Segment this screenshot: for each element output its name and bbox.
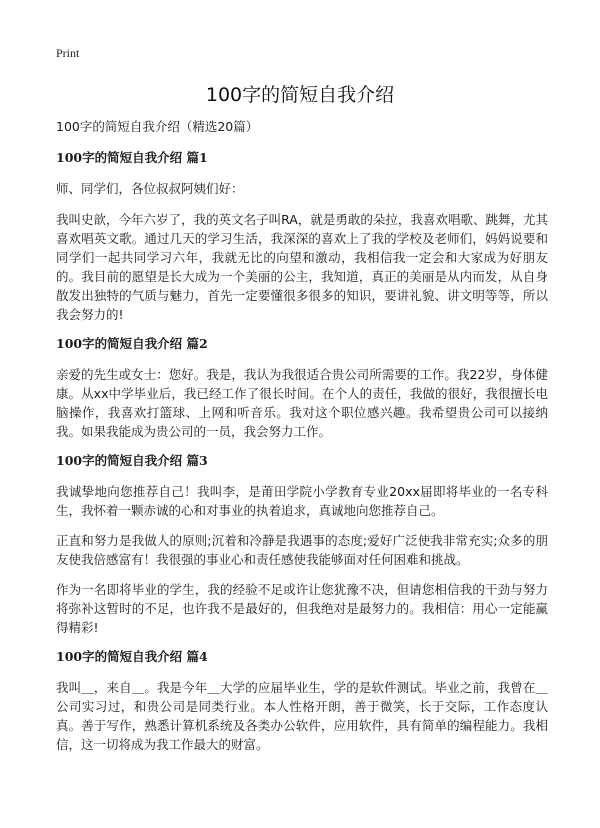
document-body — [56, 118, 548, 765]
section-3 — [56, 452, 548, 637]
paragraph: 亲爱的先生或女士：您好。我是，我认为我很适合贵公司所需要的工作。我22岁，身体健康。从xx中学毕业后，我已经工作了很长时间。在个人的责任，我做的很好，我很擅长电脑操作，我喜欢打篮球、上网和听音乐。我对这个职位感兴趣。我希望贵公司可以接纳我。如果我能成为贵公司的一员，我会努力工作。 — [56, 367, 548, 439]
print-link[interactable]: Print — [56, 46, 80, 60]
paragraph: 正直和努力是我做人的原则;沉着和冷静是我遇事的态度;爱好广泛使我非常充实;众多的朋友使我倍感富有！我很强的事业心和责任感使我能够面对任何困难和挑战。 — [56, 533, 548, 567]
paragraph: 作为一名即将毕业的学生，我的经验不足或许让您犹豫不决，但请您相信我的干劲与努力将弥补这暂时的不足，也许我不是最好的，但我绝对是最努力的。我相信：用心一定能赢得精彩! — [56, 582, 548, 635]
page-title: 100字的简短自我介绍 — [205, 84, 395, 106]
paragraph: 师、同学们，各位叔叔阿姨们好： — [56, 181, 244, 196]
paragraph: 我叫史歆，今年六岁了，我的英文名子叫RA，就是勇敢的朵拉，我喜欢唱歌、跳舞，尤其喜欢唱英文歌。通过几天的学习生活，我深深的喜欢上了我的学校及老师们，妈妈说要和同学们一起共同学习六年，我就无比的向望和激动，我相信我一定会和大家成为好朋友的。我目前的愿望是长大成为一个美丽的公主，我知道，真正的美丽是从内而发，从自身散发出独特的气质与魅力，首先一定要懂很多很多的知识，要讲礼貌、讲文明等等，所以我会努力的! — [56, 212, 548, 322]
section-heading: 100字的简短自我介绍 篇3 — [56, 453, 208, 468]
section-4 — [56, 648, 548, 754]
document-subtitle: 100字的简短自我介绍（精选20篇） — [56, 119, 259, 134]
paragraph: 我叫＿，来自＿。我是今年＿大学的应届毕业生，学的是软件测试。毕业之前，我曾在＿公司实习过，和贵公司是同类行业。本人性格开朗，善于微笑，长于交际，工作态度认真。善于写作，熟悉计算机系统及各类办公软件，应用软件，具有简单的编程能力。我相信，这一切将成为我工作最大的财富。 — [56, 680, 548, 752]
section-heading: 100字的简短自我介绍 篇4 — [56, 649, 208, 664]
section-1 — [56, 149, 548, 324]
section-heading: 100字的简短自我介绍 篇1 — [56, 150, 208, 165]
section-heading: 100字的简短自我介绍 篇2 — [56, 336, 208, 351]
paragraph: 我诚挚地向您推荐自己！我叫李，是莆田学院小学教育专业20xx届即将毕业的一名专科生，我怀着一颗赤诚的心和对事业的执着追求，真诚地向您推荐自己。 — [56, 484, 548, 518]
section-2 — [56, 335, 548, 441]
